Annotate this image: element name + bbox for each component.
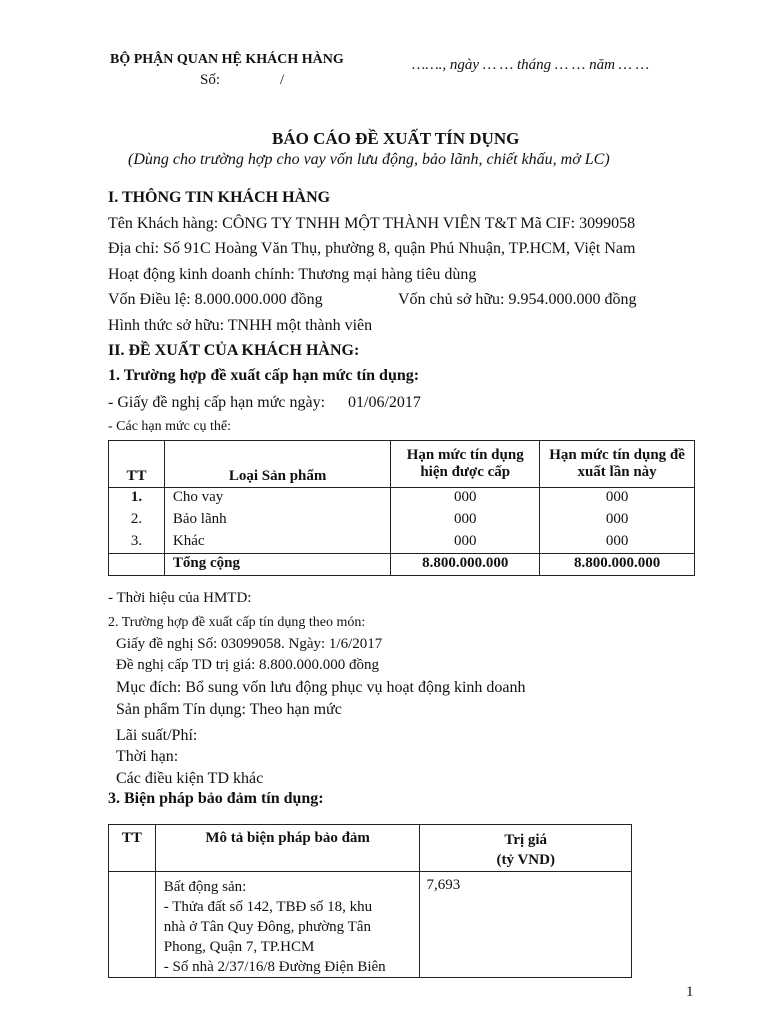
total-tt: [109, 554, 165, 576]
credit-limit-table: [108, 440, 695, 576]
table-row: [109, 532, 695, 554]
desc-line: nhà ở Tân Quy Đông, phường Tân: [163, 919, 371, 935]
row3-proposed: 000: [540, 532, 695, 554]
row1-proposed: 000: [540, 488, 695, 510]
total-current: 8.800.000.000: [391, 554, 540, 576]
row1-product: Cho vay: [164, 488, 390, 510]
request-number: Giấy đề nghị Số: 03099058. Ngày: 1/6/2017: [116, 636, 383, 652]
date-line: ……., ngày … … tháng … … năm … …: [412, 57, 650, 73]
section1-heading: I. THÔNG TIN KHÁCH HÀNG: [108, 189, 331, 206]
collateral-header-tt: TT: [109, 825, 156, 872]
row2-current: 000: [391, 510, 540, 532]
customer-address: Địa chỉ: Số 91C Hoàng Văn Thụ, phường 8, quận Phú Nhuận, TP.HCM, Việt Nam: [108, 240, 636, 257]
desc-line: Phong, Quận 7, TP.HCM: [163, 939, 315, 955]
row1-tt: 1.: [109, 488, 165, 510]
requested-amount: Đề nghị cấp TD trị giá: 8.800.000.000 đồng: [116, 657, 380, 673]
term: Thời hạn:: [116, 748, 179, 765]
total-proposed: 8.800.000.000: [540, 554, 695, 576]
collateral-header-row: [109, 825, 632, 872]
number-slash: /: [280, 72, 285, 88]
row3-tt: 3.: [109, 532, 165, 554]
value-label: Trị giá: [504, 832, 548, 848]
row2-product: Bảo lãnh: [164, 510, 390, 532]
table-row: [109, 488, 695, 510]
request-date-label: - Giấy đề nghị cấp hạn mức ngày:: [108, 394, 326, 411]
header-product-type: Loại Sản phẩm: [164, 441, 390, 488]
header-current-limit: Hạn mức tín dụng hiện được cấp: [391, 441, 540, 488]
collateral-row-tt: [109, 872, 156, 978]
desc-line: - Thửa đất số 142, TBĐ số 18, khu: [163, 899, 373, 915]
section2-heading: II. ĐỀ XUẤT CỦA KHÁCH HÀNG:: [108, 342, 360, 359]
row2-proposed: 000: [540, 510, 695, 532]
collateral-row: [109, 872, 632, 978]
other-conditions: Các điều kiện TD khác: [116, 770, 264, 787]
sub1-heading: 1. Trường hợp đề xuất cấp hạn mức tín dụng:: [108, 367, 420, 384]
credit-product: Sản phẩm Tín dụng: Theo hạn mức: [116, 701, 342, 718]
table-row: [109, 510, 695, 532]
desc-line: - Số nhà 2/37/16/8 Đường Điện Biên: [163, 959, 386, 975]
collateral-description: [155, 872, 420, 978]
sub3-heading: 3. Biện pháp bảo đảm tín dụng:: [108, 790, 324, 807]
collateral-header-description: Mô tả biện pháp bảo đảm: [155, 825, 420, 872]
table-header-row: [109, 441, 695, 488]
number-label: Số:: [200, 72, 221, 88]
collateral-table: [108, 824, 632, 978]
equity: Vốn chủ sở hữu: 9.954.000.000 đồng: [398, 291, 637, 308]
document-title: BÁO CÁO ĐỀ XUẤT TÍN DỤNG: [272, 129, 520, 148]
header-tt: TT: [109, 441, 165, 488]
request-date: 01/06/2017: [348, 394, 421, 411]
validity-label: - Thời hiệu của HMTD:: [108, 590, 252, 606]
collateral-value: 7,693: [420, 872, 632, 978]
interest-fee: Lãi suất/Phí:: [116, 727, 198, 744]
row2-tt: 2.: [109, 510, 165, 532]
customer-name: Tên Khách hàng: CÔNG TY TNHH MỘT THÀNH VIÊN T&T Mã CIF: 3099058: [108, 215, 636, 232]
department-label: BỘ PHẬN QUAN HỆ KHÁCH HÀNG: [110, 52, 344, 67]
limits-label: - Các hạn mức cụ thể:: [108, 419, 232, 434]
document-subtitle: (Dùng cho trường hợp cho vay vốn lưu động, bảo lãnh, chiết khấu, mở LC): [128, 151, 610, 168]
ownership-form: Hình thức sở hữu: TNHH một thành viên: [108, 317, 373, 334]
business-activity: Hoạt động kinh doanh chính: Thương mại hàng tiêu dùng: [108, 266, 477, 283]
desc-line: Bất động sản:: [163, 879, 247, 895]
table-total-row: [109, 554, 695, 576]
charter-capital: Vốn Điều lệ: 8.000.000.000 đồng: [108, 291, 323, 308]
header-proposed-limit: Hạn mức tín dụng đề xuất lần này: [540, 441, 695, 488]
value-unit: (tỷ VND): [496, 852, 555, 868]
sub2-heading: 2. Trường hợp đề xuất cấp tín dụng theo món:: [108, 615, 366, 630]
row3-current: 000: [391, 532, 540, 554]
collateral-header-value: [420, 825, 632, 872]
row3-product: Khác: [164, 532, 390, 554]
page-number: 1: [686, 984, 694, 1000]
row1-current: 000: [391, 488, 540, 510]
total-label: Tổng cộng: [164, 554, 390, 576]
purpose: Mục đích: Bổ sung vốn lưu động phục vụ hoạt động kinh doanh: [116, 679, 526, 696]
